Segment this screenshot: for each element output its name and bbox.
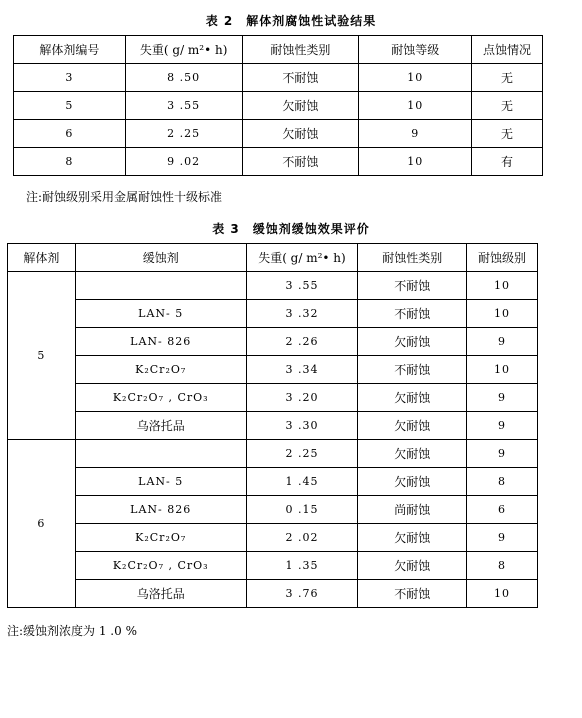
table-row — [8, 300, 538, 328]
weight-loss-cell: 3 .30 — [246, 412, 358, 440]
table3-header-cell: 缓蚀剂 — [75, 244, 246, 272]
table-row — [14, 120, 543, 148]
weight-loss-cell: 3 .32 — [246, 300, 358, 328]
table2-header-cell: 耐蚀性类别 — [242, 36, 359, 64]
table-row — [8, 272, 538, 300]
inhibitor-cell: LAN- 5 — [75, 468, 246, 496]
corrosion-category-cell: 不耐蚀 — [358, 580, 467, 608]
weight-loss-cell: 2 .26 — [246, 328, 358, 356]
table-row — [8, 496, 538, 524]
agent-group-cell: 5 — [8, 272, 76, 440]
weight-loss-cell: 3 .20 — [246, 384, 358, 412]
table-row — [8, 580, 538, 608]
weight-loss-cell: 8 .50 — [125, 64, 242, 92]
weight-loss-cell: 0 .15 — [246, 496, 358, 524]
weight-loss-cell: 1 .45 — [246, 468, 358, 496]
corrosion-category-cell: 不耐蚀 — [242, 148, 359, 176]
table3-header-row — [8, 244, 538, 272]
table-row — [8, 384, 538, 412]
corrosion-grade-cell: 9 — [467, 328, 538, 356]
corrosion-grade-cell: 9 — [467, 412, 538, 440]
inhibitor-cell — [75, 440, 246, 468]
pitting-cell: 无 — [472, 92, 543, 120]
corrosion-grade-cell: 9 — [467, 440, 538, 468]
corrosion-category-cell: 欠耐蚀 — [358, 384, 467, 412]
inhibitor-cell: K₂Cr₂O₇ , CrO₃ — [75, 384, 246, 412]
weight-loss-cell: 3 .34 — [246, 356, 358, 384]
weight-loss-cell: 3 .55 — [125, 92, 242, 120]
weight-loss-cell: 3 .55 — [246, 272, 358, 300]
corrosion-grade-cell: 10 — [359, 64, 472, 92]
corrosion-grade-cell: 10 — [359, 148, 472, 176]
inhibitor-cell: LAN- 5 — [75, 300, 246, 328]
table2-header-row — [14, 36, 543, 64]
corrosion-grade-cell: 6 — [467, 496, 538, 524]
corrosion-category-cell: 不耐蚀 — [358, 300, 467, 328]
inhibitor-cell — [75, 272, 246, 300]
table-row — [8, 552, 538, 580]
corrosion-category-cell: 欠耐蚀 — [358, 552, 467, 580]
pitting-cell: 无 — [472, 64, 543, 92]
inhibitor-cell: LAN- 826 — [75, 496, 246, 524]
weight-loss-cell: 2 .25 — [246, 440, 358, 468]
table3-header-cell: 耐蚀性类别 — [358, 244, 467, 272]
weight-loss-cell: 2 .25 — [125, 120, 242, 148]
agent-number-cell: 6 — [14, 120, 126, 148]
table3-note: 注:缓蚀剂浓度为 1 .0 % — [7, 624, 137, 638]
weight-loss-cell: 1 .35 — [246, 552, 358, 580]
corrosion-grade-cell: 10 — [467, 272, 538, 300]
corrosion-category-cell: 欠耐蚀 — [242, 120, 359, 148]
table3-header-cell: 解体剂 — [8, 244, 76, 272]
corrosion-category-cell: 不耐蚀 — [242, 64, 359, 92]
table-row — [8, 356, 538, 384]
inhibitor-cell: 乌洛托品 — [75, 580, 246, 608]
table2-title: 表 2 解体剂腐蚀性试验结果 — [205, 14, 377, 28]
table2-header-cell: 解体剂编号 — [14, 36, 126, 64]
table2-header-cell: 耐蚀等级 — [359, 36, 472, 64]
pitting-cell: 无 — [472, 120, 543, 148]
agent-number-cell: 3 — [14, 64, 126, 92]
table-row — [8, 468, 538, 496]
corrosion-grade-cell: 9 — [467, 384, 538, 412]
inhibitor-cell: 乌洛托品 — [75, 412, 246, 440]
corrosion-category-cell: 欠耐蚀 — [358, 440, 467, 468]
table-row — [14, 64, 543, 92]
corrosion-grade-cell: 10 — [467, 580, 538, 608]
corrosion-category-cell: 欠耐蚀 — [358, 468, 467, 496]
table-row — [8, 440, 538, 468]
inhibitor-cell: LAN- 826 — [75, 328, 246, 356]
agent-number-cell: 5 — [14, 92, 126, 120]
corrosion-grade-cell: 10 — [359, 92, 472, 120]
inhibitor-cell: K₂Cr₂O₇ — [75, 524, 246, 552]
weight-loss-cell: 9 .02 — [125, 148, 242, 176]
agent-group-cell: 6 — [8, 440, 76, 608]
table3 — [7, 243, 538, 608]
corrosion-grade-cell: 10 — [467, 300, 538, 328]
corrosion-category-cell: 尚耐蚀 — [358, 496, 467, 524]
agent-number-cell: 8 — [14, 148, 126, 176]
table2-note: 注:耐蚀级别采用金属耐蚀性十级标准 — [26, 190, 223, 204]
inhibitor-cell: K₂Cr₂O₇ , CrO₃ — [75, 552, 246, 580]
corrosion-category-cell: 不耐蚀 — [358, 272, 467, 300]
corrosion-category-cell: 欠耐蚀 — [358, 328, 467, 356]
table3-title: 表 3 缓蚀剂缓蚀效果评价 — [212, 222, 370, 236]
corrosion-grade-cell: 8 — [467, 468, 538, 496]
corrosion-grade-cell: 9 — [467, 524, 538, 552]
table3-header-cell: 失重( g/ m²• h) — [246, 244, 358, 272]
weight-loss-cell: 3 .76 — [246, 580, 358, 608]
corrosion-category-cell: 不耐蚀 — [358, 356, 467, 384]
inhibitor-cell: K₂Cr₂O₇ — [75, 356, 246, 384]
corrosion-category-cell: 欠耐蚀 — [358, 412, 467, 440]
table2 — [13, 35, 543, 176]
table2-header-cell: 点蚀情况 — [472, 36, 543, 64]
corrosion-category-cell: 欠耐蚀 — [242, 92, 359, 120]
table-row — [8, 328, 538, 356]
table-row — [8, 412, 538, 440]
table-row — [14, 92, 543, 120]
corrosion-grade-cell: 8 — [467, 552, 538, 580]
corrosion-category-cell: 欠耐蚀 — [358, 524, 467, 552]
corrosion-grade-cell: 10 — [467, 356, 538, 384]
table-row — [14, 148, 543, 176]
pitting-cell: 有 — [472, 148, 543, 176]
table2-header-cell: 失重( g/ m²• h) — [125, 36, 242, 64]
table-row — [8, 524, 538, 552]
weight-loss-cell: 2 .02 — [246, 524, 358, 552]
table3-header-cell: 耐蚀级别 — [467, 244, 538, 272]
corrosion-grade-cell: 9 — [359, 120, 472, 148]
